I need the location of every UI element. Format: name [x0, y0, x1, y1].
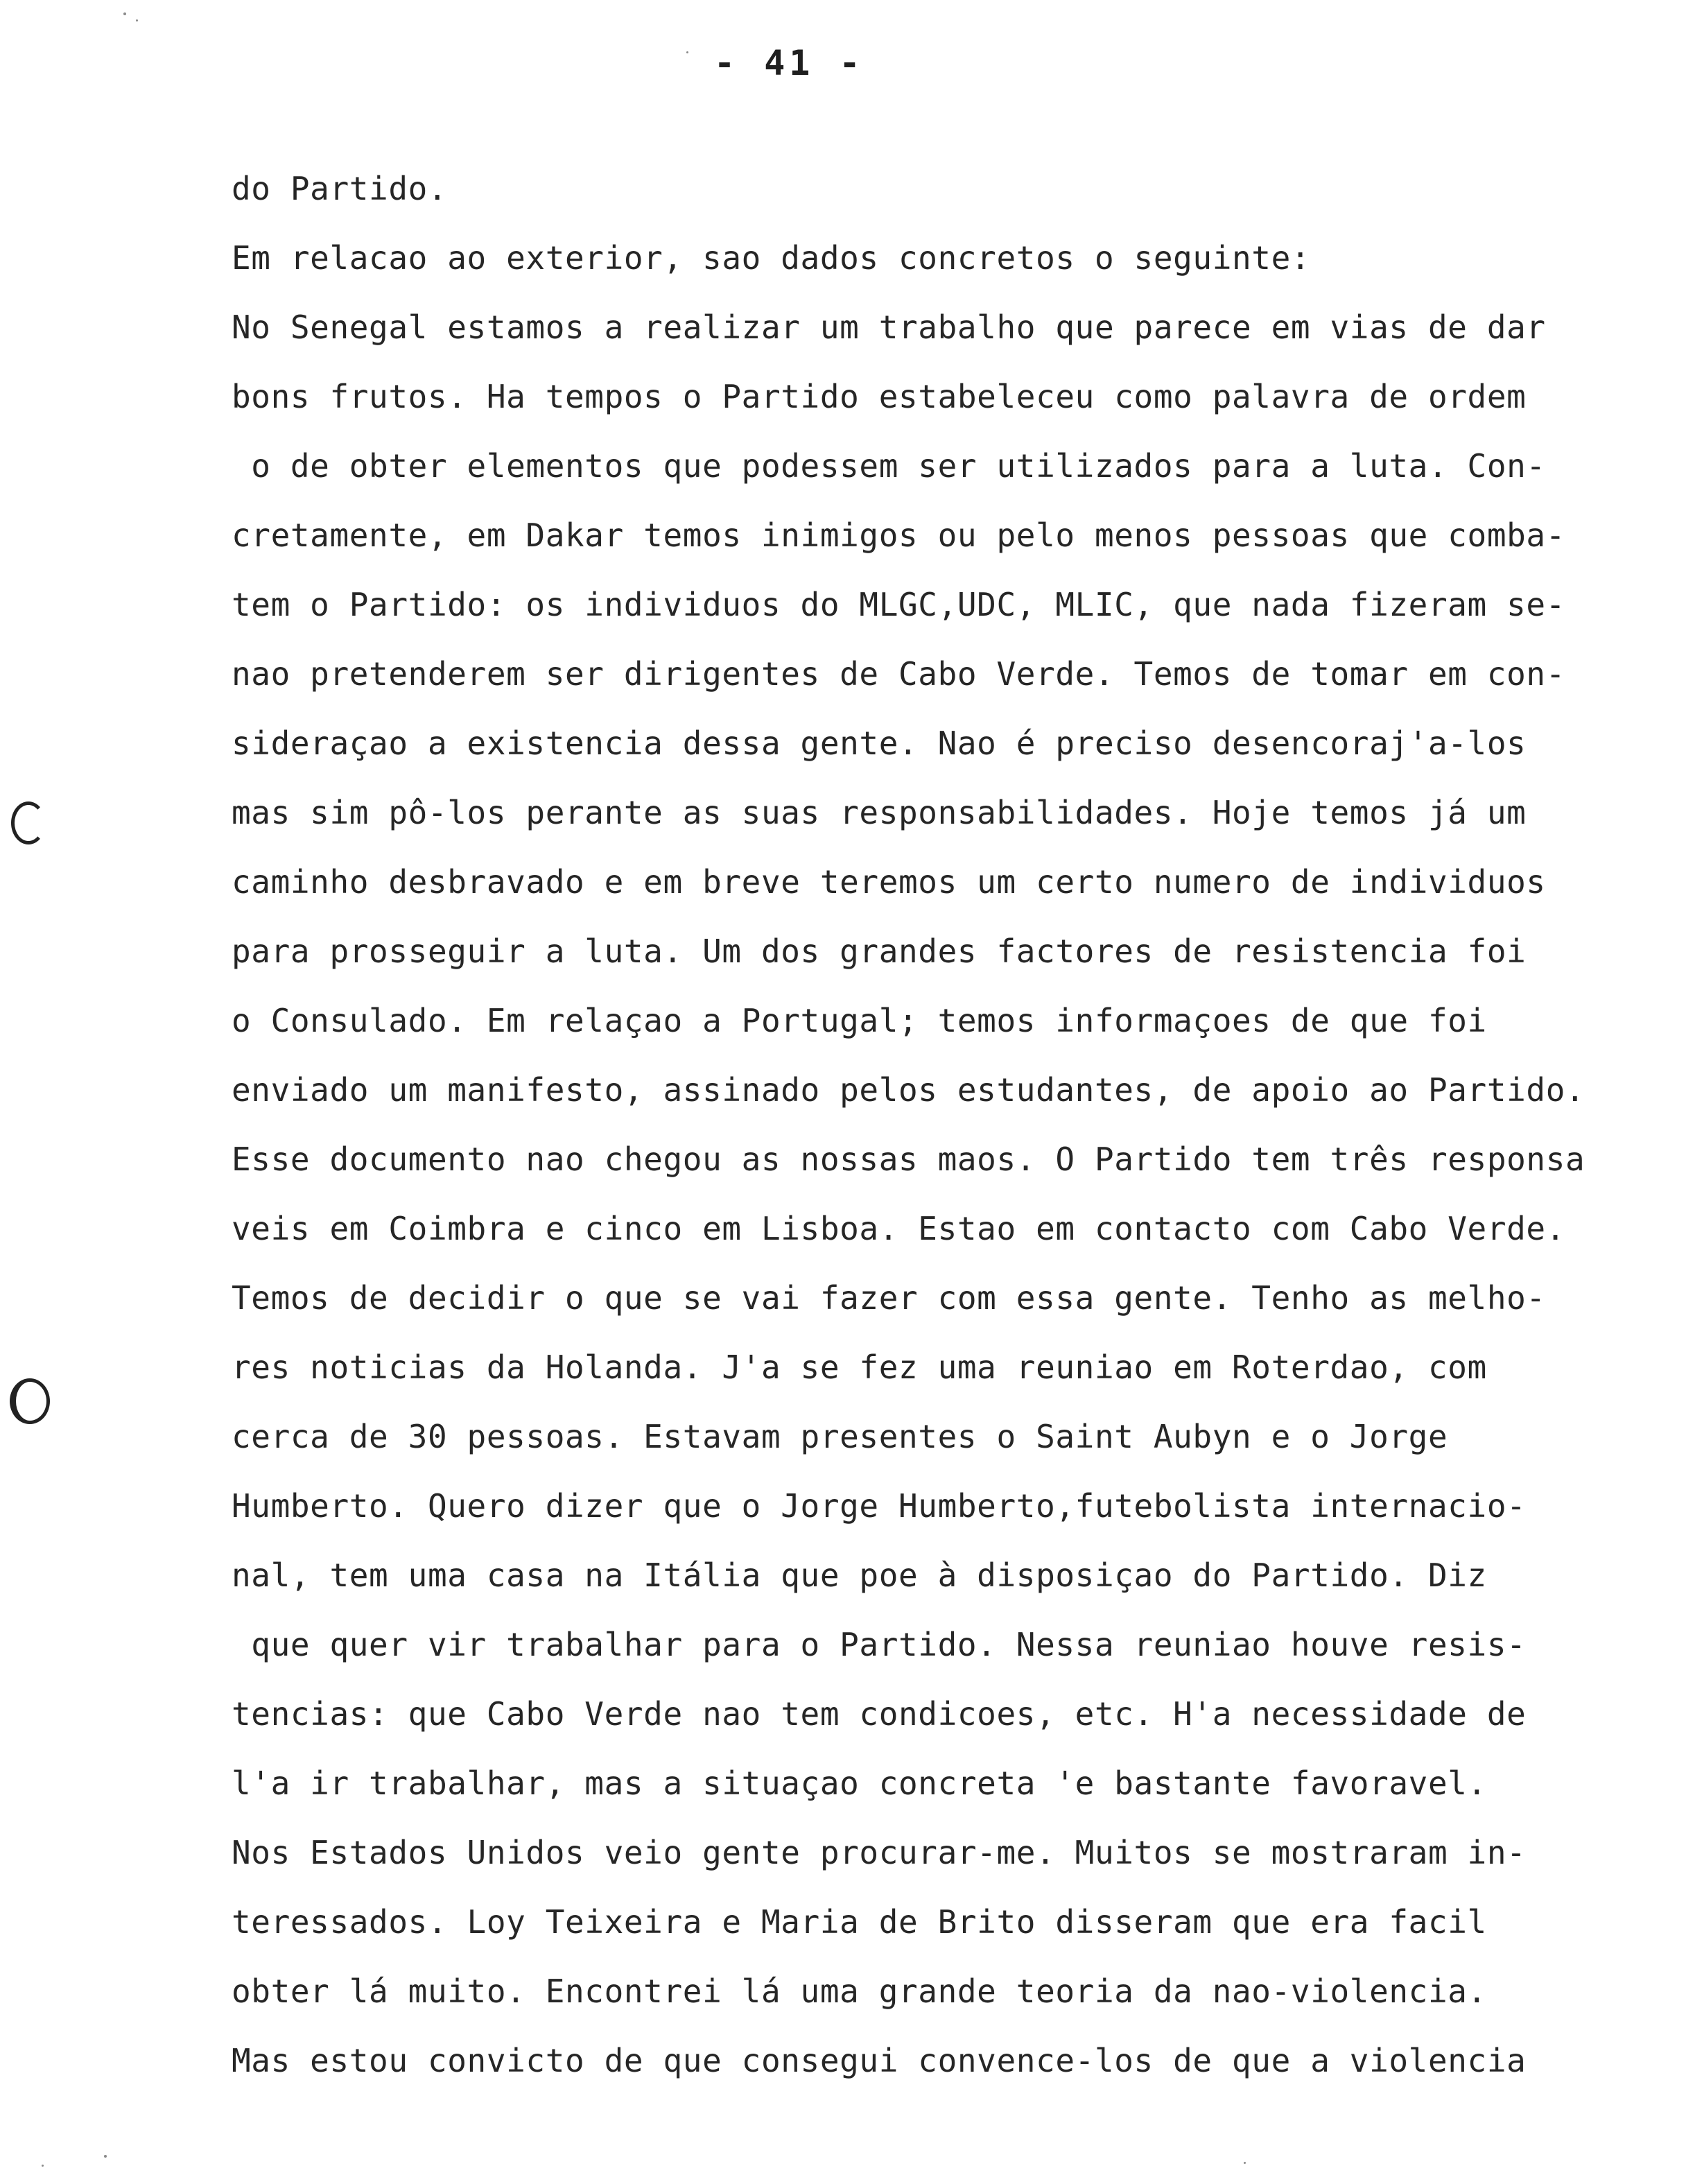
text-line: Mas estou convicto de que consegui convence-los de que a violencia: [232, 2042, 1527, 2079]
text-line: Esse documento nao chegou as nossas maos. O Partido tem três responsa: [232, 1141, 1585, 1178]
text-line: Em relacao ao exterior, sao dados concretos o seguinte:: [232, 239, 1311, 277]
text-line: No Senegal estamos a realizar um trabalho que parece em vias de dar: [232, 309, 1546, 346]
body-text: [232, 154, 1625, 2095]
text-line: res noticias da Holanda. J'a se fez uma reuniao em Roterdao, com: [232, 1349, 1487, 1386]
text-line: que quer vir trabalhar para o Partido. Nessa reuniao houve resis-: [232, 1626, 1527, 1663]
text-line: mas sim pô-los perante as suas responsabilidades. Hoje temos já um: [232, 794, 1527, 831]
text-line: tem o Partido: os individuos do MLGC,UDC, MLIC, que nada fizeram se-: [232, 586, 1566, 623]
paper-speck: [686, 51, 688, 53]
text-line: bons frutos. Ha tempos o Partido estabeleceu como palavra de ordem: [232, 378, 1527, 415]
text-line: caminho desbravado e em breve teremos um certo numero de individuos: [232, 863, 1546, 901]
text-line: sideraçao a existencia dessa gente. Nao é preciso desencoraj'a-los: [232, 725, 1527, 762]
text-line: Temos de decidir o que se vai fazer com essa gente. Tenho as melho-: [232, 1279, 1546, 1317]
paper-speck: [136, 19, 138, 21]
paper-speck: [104, 2155, 107, 2158]
text-line: tencias: que Cabo Verde nao tem condicoes, etc. H'a necessidade de: [232, 1695, 1527, 1733]
paper-speck: [42, 2165, 44, 2167]
text-line: teressados. Loy Teixeira e Maria de Brito disseram que era facil: [232, 1903, 1487, 1941]
page-number: - 41 -: [714, 43, 864, 83]
text-line: obter lá muito. Encontrei lá uma grande teoria da nao-violencia.: [232, 1973, 1487, 2010]
punch-hole-mark: [11, 801, 46, 844]
text-line: Nos Estados Unidos veio gente procurar-me. Muitos se mostraram in-: [232, 1834, 1527, 1871]
text-line: veis em Coimbra e cinco em Lisboa. Estao em contacto com Cabo Verde.: [232, 1210, 1566, 1247]
text-line: nal, tem uma casa na Itália que poe à disposiçao do Partido. Diz: [232, 1557, 1487, 1594]
text-line: cerca de 30 pessoas. Estavam presentes o Saint Aubyn e o Jorge: [232, 1418, 1448, 1455]
text-line: o Consulado. Em relaçao a Portugal; temos informaçoes de que foi: [232, 1002, 1487, 1039]
punch-hole-mark: [10, 1378, 50, 1424]
text-line: Humberto. Quero dizer que o Jorge Humberto,futebolista internacio-: [232, 1487, 1527, 1525]
text-line: enviado um manifesto, assinado pelos estudantes, de apoio ao Partido.: [232, 1071, 1585, 1109]
paper-speck: [1244, 2162, 1246, 2164]
paper-speck: [123, 12, 126, 15]
text-line: o de obter elementos que podessem ser utilizados para a luta. Con-: [232, 447, 1546, 485]
text-line: cretamente, em Dakar temos inimigos ou pelo menos pessoas que comba-: [232, 517, 1566, 554]
text-line: para prosseguir a luta. Um dos grandes factores de resistencia foi: [232, 933, 1527, 970]
text-line: nao pretenderem ser dirigentes de Cabo Verde. Temos de tomar em con-: [232, 655, 1566, 693]
text-line: do Partido.: [232, 170, 448, 207]
text-line: l'a ir trabalhar, mas a situaçao concreta 'e bastante favoravel.: [232, 1765, 1487, 1802]
